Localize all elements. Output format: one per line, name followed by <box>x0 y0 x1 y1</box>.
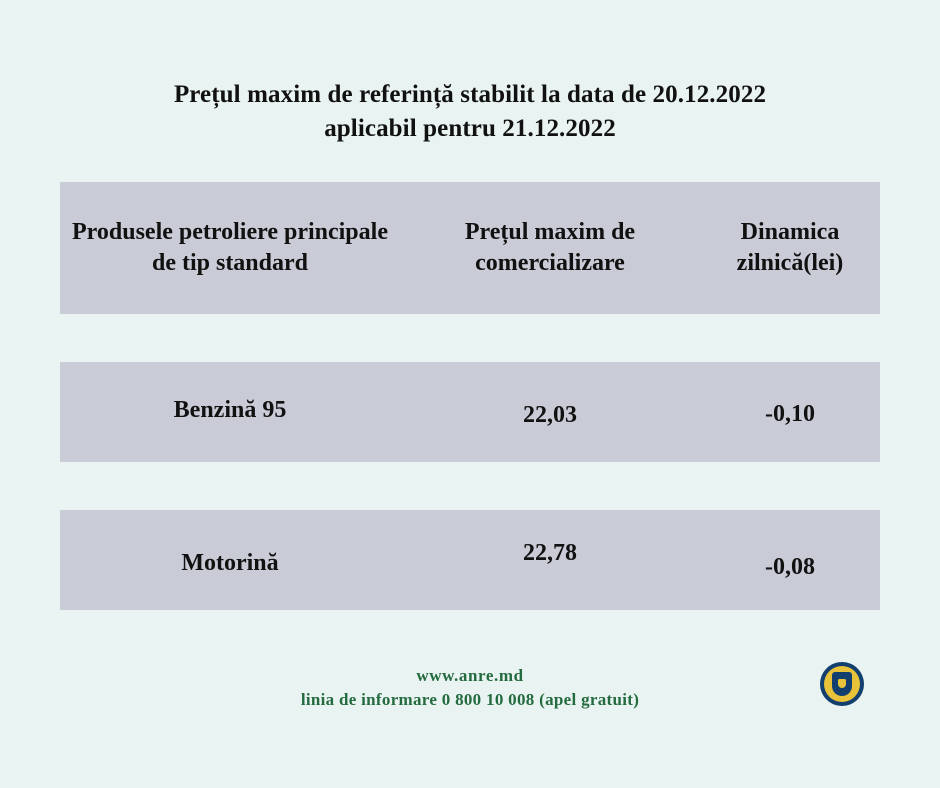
cell-product-motorina: Motorină <box>181 549 279 576</box>
fuel-price-table <box>60 182 880 610</box>
page-title-line-1: Prețul maxim de referință stabilit la data de 20.12.2022 <box>173 81 767 108</box>
row-spacer <box>60 462 880 510</box>
column-header-dynamics: Dinamica zilnică(lei) <box>736 219 844 276</box>
footer-phone: linia de informare 0 800 10 008 (apel gratuit) <box>300 690 640 709</box>
cell-price-benzina: 22,03 <box>523 401 577 428</box>
page-title-line-2: aplicabil pentru 21.12.2022 <box>324 115 616 142</box>
table-row <box>60 510 880 610</box>
cell-price-motorina: 22,78 <box>523 539 577 566</box>
table-row <box>60 362 880 462</box>
column-header-product: Produsele petroliere principale de tip standard <box>72 219 388 276</box>
page-title <box>0 0 940 146</box>
row-spacer <box>60 314 880 362</box>
cell-dynamics-benzina: -0,10 <box>765 400 815 427</box>
logo-shield <box>832 672 852 696</box>
footer <box>0 664 940 712</box>
cell-dynamics-motorina: -0,08 <box>765 553 815 580</box>
anre-emblem-icon <box>820 662 864 706</box>
column-header-price: Prețul maxim de comercializare <box>464 219 636 276</box>
table-header-row <box>60 182 880 314</box>
cell-product-benzina: Benzină 95 <box>173 396 287 423</box>
footer-website[interactable]: www.anre.md <box>416 666 524 685</box>
